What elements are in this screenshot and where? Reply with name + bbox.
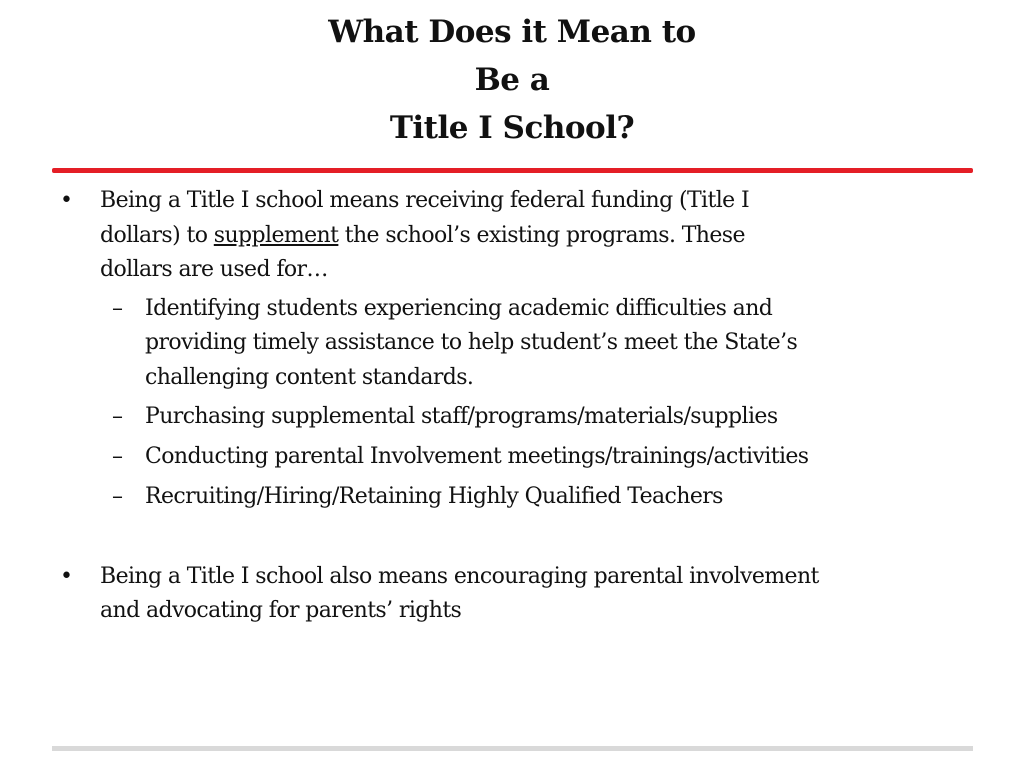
- sub-dash-3: –: [112, 444, 123, 469]
- bullet-2-line-2: and advocating for parents’ rights: [100, 598, 462, 623]
- sub-item-3-line-1: Conducting parental Involvement meetings/trainings/activities: [145, 444, 809, 469]
- footer-divider-gray: [52, 746, 973, 751]
- title-line-3: Title I School?: [389, 110, 635, 146]
- sub-item-1-line-1: Identifying students experiencing academic difficulties and: [145, 296, 773, 321]
- bullet-1-text-pre: dollars) to: [100, 223, 214, 248]
- bullet-1-text-post: the school’s existing programs. These: [338, 223, 745, 248]
- title-line-2: Be a: [474, 62, 550, 98]
- sub-dash-2: –: [112, 404, 123, 429]
- bullet-1-line-3: dollars are used for…: [100, 257, 328, 282]
- bullet-1-line-2: [100, 219, 745, 253]
- bullet-1-line-1: Being a Title I school means receiving federal funding (Title I: [100, 188, 750, 213]
- bullet-marker-2: •: [60, 564, 73, 589]
- title-line-1: What Does it Mean to: [328, 14, 696, 50]
- supplement-underlined: supplement: [213, 223, 339, 248]
- sub-item-1-line-2: providing timely assistance to help student’s meet the State’s: [145, 330, 798, 355]
- sub-item-2-line-1: Purchasing supplemental staff/programs/materials/supplies: [145, 404, 778, 429]
- sub-dash-1: –: [112, 296, 123, 321]
- bullet-marker-1: •: [60, 188, 73, 213]
- sub-item-4-line-1: Recruiting/Hiring/Retaining Highly Qualified Teachers: [145, 484, 723, 509]
- bullet-2-line-1: Being a Title I school also means encouraging parental involvement: [100, 564, 819, 589]
- sub-dash-4: –: [112, 484, 123, 509]
- sub-item-1-line-3: challenging content standards.: [145, 365, 474, 390]
